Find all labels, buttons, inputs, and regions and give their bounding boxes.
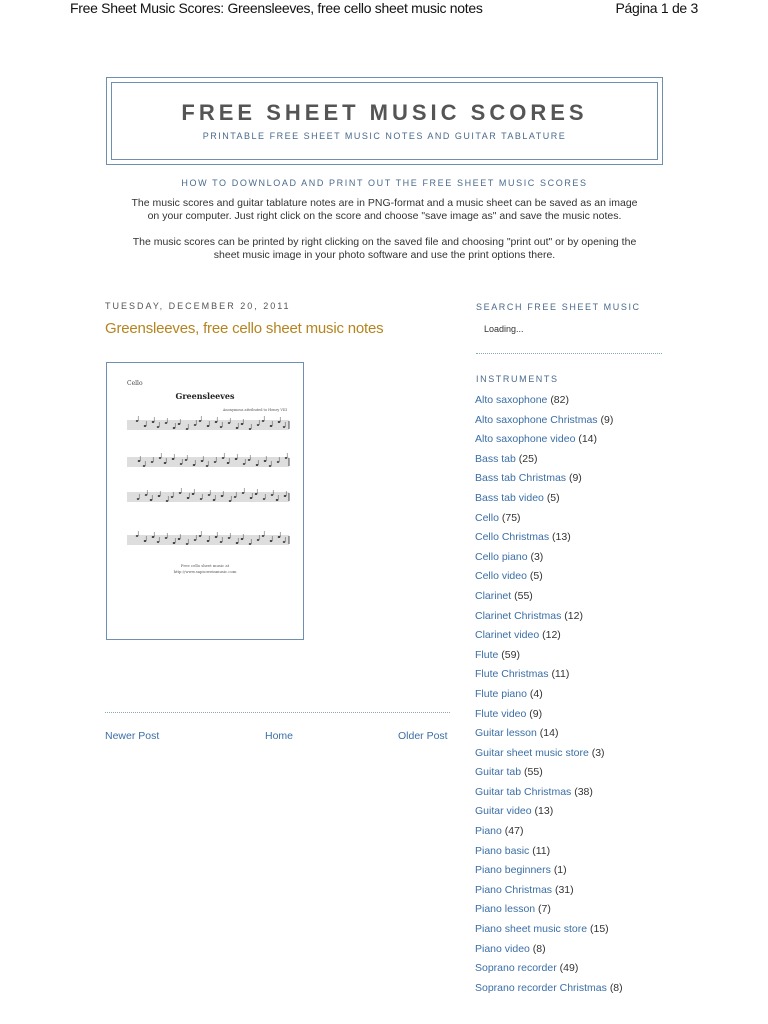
- instrument-label-link[interactable]: Soprano recorder Christmas: [475, 981, 607, 994]
- howto-p1-line1: The music scores and guitar tablature notes are in PNG-format and a music sheet can be saved as an image: [131, 197, 638, 209]
- note-head: [144, 540, 147, 542]
- instrument-label-link[interactable]: Piano lesson: [475, 903, 536, 916]
- instrument-label-count: (59): [501, 648, 520, 661]
- note-head: [157, 541, 160, 543]
- note-head: [277, 461, 280, 463]
- instrument-label-item: [475, 900, 623, 920]
- note-head: [248, 459, 251, 461]
- instrument-label-count: (9): [568, 472, 582, 485]
- note-head: [220, 541, 223, 543]
- howto-paragraph-2: [106, 236, 663, 262]
- note-head: [194, 539, 197, 541]
- note-head: [186, 428, 189, 430]
- post-date: TUESDAY, DECEMBER 20, 2011: [105, 301, 291, 311]
- sidebar-divider: [476, 353, 662, 354]
- note-head: [180, 463, 183, 465]
- instrument-label-item: [475, 979, 623, 999]
- note-head: [256, 464, 259, 466]
- instrument-label-count: (12): [542, 629, 561, 642]
- instrument-label-item: [475, 489, 623, 509]
- note-head: [229, 500, 232, 502]
- sheet-credit: Anonymous attributed to Henry VIII: [222, 408, 287, 412]
- note-head: [250, 497, 253, 499]
- print-page-number: Página 1 de 3: [615, 0, 698, 16]
- sheet-footer-line2: http://www.sapsoweinmusic.com: [173, 569, 237, 574]
- note-head: [207, 425, 210, 427]
- note-head: [206, 465, 209, 467]
- howto-p2-line2: sheet music image in your photo software and use the print options there.: [213, 249, 556, 261]
- instrument-label-item: [475, 881, 623, 901]
- older-post-link[interactable]: Older Post: [398, 730, 448, 742]
- instrument-label-count: (55): [514, 589, 533, 602]
- howto-paragraph-1: [106, 197, 663, 223]
- note-head: [234, 496, 237, 498]
- post-footer-divider: [105, 712, 450, 713]
- note-head: [150, 499, 153, 501]
- note-head: [285, 457, 288, 459]
- instrument-label-count: (8): [609, 981, 623, 994]
- note-head: [192, 493, 195, 495]
- sheet-instrument-label: Cello: [127, 380, 143, 387]
- note-head: [178, 423, 181, 425]
- note-head: [235, 458, 238, 460]
- instrument-label-item: [475, 607, 623, 627]
- instrument-label-count: (7): [538, 903, 551, 916]
- note-head: [207, 540, 210, 542]
- instrument-label-link[interactable]: Clarinet Christmas: [475, 609, 562, 622]
- note-head: [257, 424, 260, 426]
- instrument-label-count: (3): [530, 550, 544, 563]
- home-link[interactable]: Home: [265, 730, 294, 742]
- note-head: [179, 492, 182, 494]
- instrument-label-count: (11): [532, 844, 551, 857]
- note-head: [255, 493, 258, 495]
- instrument-label-count: (3): [591, 746, 605, 759]
- instrument-label-count: (13): [534, 805, 554, 818]
- note-head: [208, 494, 211, 496]
- instrument-label-link[interactable]: Flute: [475, 648, 499, 661]
- note-head: [157, 426, 160, 428]
- site-title[interactable]: FREE SHEET MUSIC SCORES: [181, 100, 588, 125]
- instrument-label-item: [475, 920, 623, 940]
- howto-p2-line1: The music scores can be printed by right clicking on the saved file and choosing "print out" or by opening the: [132, 236, 637, 248]
- instrument-label-link[interactable]: Alto saxophone video: [475, 433, 576, 446]
- print-header-title: Free Sheet Music Scores: Greensleeves, free cello sheet music notes: [70, 0, 483, 16]
- note-head: [236, 542, 239, 544]
- note-head: [221, 495, 224, 497]
- instrument-label-item: [475, 685, 623, 705]
- instrument-label-item: [475, 626, 623, 646]
- note-head: [215, 536, 218, 538]
- instrument-label-link[interactable]: Bass tab Christmas: [475, 472, 567, 485]
- instrument-label-link[interactable]: Flute Christmas: [475, 668, 549, 681]
- note-head: [220, 426, 223, 428]
- instrument-label-item: [475, 587, 623, 607]
- instrument-label-count: (75): [501, 511, 521, 524]
- note-head: [270, 425, 273, 427]
- note-head: [262, 420, 265, 422]
- instrument-label-item: [475, 705, 623, 725]
- instrument-label-item: [475, 411, 623, 431]
- instrument-label-item: [475, 430, 623, 450]
- instrument-label-count: (25): [518, 452, 538, 465]
- instrument-label-count: (8): [532, 942, 546, 955]
- sheet-music-score: [107, 363, 303, 639]
- note-head: [236, 427, 239, 429]
- note-head: [276, 499, 279, 501]
- note-head: [264, 460, 267, 462]
- instrument-label-item: [475, 724, 623, 744]
- instrument-label-count: (82): [550, 394, 569, 406]
- note-head: [222, 457, 225, 459]
- howto-heading: HOW TO DOWNLOAD AND PRINT OUT THE FREE SHEET MUSIC SCORES: [181, 178, 588, 188]
- instrument-label-item: [475, 744, 623, 764]
- instruments-widget-title: INSTRUMENTS: [476, 374, 559, 384]
- note-head: [278, 421, 281, 423]
- instrument-label-link[interactable]: Bass tab video: [475, 491, 544, 504]
- print-header: [70, 0, 698, 20]
- instrument-label-link[interactable]: Clarinet video: [475, 629, 540, 642]
- note-head: [145, 494, 148, 496]
- instrument-label-link[interactable]: Guitar sheet music store: [475, 746, 589, 759]
- note-head: [171, 496, 174, 498]
- search-widget-title: SEARCH FREE SHEET MUSIC: [476, 302, 641, 312]
- note-head: [271, 494, 274, 496]
- instrument-label-item: [475, 959, 623, 979]
- instrument-label-link[interactable]: Guitar video: [475, 805, 532, 818]
- instrument-label-link[interactable]: Piano basic: [475, 844, 530, 857]
- instrument-label-item: [475, 665, 623, 685]
- instrument-label-item: [475, 548, 623, 568]
- note-head: [228, 422, 231, 424]
- note-head: [241, 423, 244, 425]
- note-head: [228, 537, 231, 539]
- search-loading-text: Loading...: [484, 324, 524, 334]
- site-header: [106, 77, 663, 165]
- note-head: [158, 495, 161, 497]
- note-head: [227, 462, 230, 464]
- note-head: [138, 460, 141, 462]
- post-title[interactable]: Greensleeves, free cello sheet music notes: [105, 320, 384, 337]
- note-head: [144, 425, 147, 427]
- note-head: [243, 463, 246, 465]
- note-head: [137, 498, 140, 500]
- instrument-label-count: (9): [600, 413, 614, 426]
- note-head: [165, 537, 168, 539]
- instrument-label-link[interactable]: Flute piano: [475, 687, 527, 700]
- instrument-label-count: (11): [551, 668, 570, 681]
- note-head: [262, 535, 265, 537]
- note-head: [178, 538, 181, 540]
- note-head: [213, 499, 216, 501]
- howto-p1-line2: on your computer. Just right click on the score and choose "save image as" and save the music notes.: [147, 210, 622, 222]
- note-head: [172, 458, 175, 460]
- instrument-label-count: (15): [589, 923, 609, 936]
- instrument-label-link[interactable]: Flute video: [475, 707, 527, 720]
- instrument-label-link[interactable]: Piano beginners: [475, 864, 551, 877]
- instrument-label-item: [475, 450, 623, 470]
- instrument-label-item: [475, 391, 623, 411]
- note-head: [249, 543, 252, 545]
- note-head: [165, 422, 168, 424]
- note-head: [166, 500, 169, 502]
- instrument-label-item: [475, 861, 623, 881]
- instrument-label-link[interactable]: Soprano recorder: [475, 962, 557, 975]
- sheet-music-image[interactable]: [106, 362, 304, 640]
- instrument-label-link[interactable]: Piano video: [475, 942, 530, 955]
- site-header-inner: [111, 82, 658, 160]
- instrument-label-item: [475, 763, 623, 783]
- instrument-label-link[interactable]: Cello: [475, 511, 499, 524]
- note-head: [242, 492, 245, 494]
- instrument-label-link[interactable]: Guitar tab: [475, 766, 522, 779]
- note-head: [269, 465, 272, 467]
- note-head: [201, 460, 204, 462]
- note-head: [199, 420, 202, 422]
- note-head: [136, 535, 139, 537]
- instrument-label-link[interactable]: Piano: [475, 825, 502, 838]
- instrument-label-item: [475, 822, 623, 842]
- instrument-label-count: (12): [564, 609, 583, 622]
- newer-post-link[interactable]: Newer Post: [105, 730, 160, 742]
- note-head: [164, 462, 167, 464]
- site-description: PRINTABLE FREE SHEET MUSIC NOTES AND GUITAR TABLATURE: [202, 131, 567, 141]
- instrument-label-item: [475, 509, 623, 529]
- instrument-label-item: [475, 567, 623, 587]
- instrument-label-link[interactable]: Clarinet: [475, 589, 512, 602]
- instrument-label-item: [475, 528, 623, 548]
- note-head: [159, 457, 162, 459]
- instrument-label-count: (31): [554, 883, 574, 896]
- note-head: [194, 424, 197, 426]
- instrument-label-count: (49): [559, 962, 579, 975]
- note-head: [152, 421, 155, 423]
- sheet-staves: [127, 416, 289, 545]
- note-head: [214, 461, 217, 463]
- instrument-label-link[interactable]: Cello Christmas: [475, 531, 550, 544]
- instrument-label-item: [475, 802, 623, 822]
- instrument-label-count: (13): [552, 531, 571, 544]
- instrument-label-count: (5): [529, 570, 543, 583]
- instrument-label-list: [475, 391, 623, 998]
- note-head: [241, 538, 244, 540]
- note-head: [185, 459, 188, 461]
- instrument-label-item: [475, 940, 623, 960]
- instrument-label-link[interactable]: Cello piano: [475, 550, 528, 563]
- note-head: [173, 542, 176, 544]
- instrument-label-count: (4): [529, 687, 543, 700]
- instrument-label-link[interactable]: Cello video: [475, 570, 527, 583]
- note-head: [270, 540, 273, 542]
- sheet-footer-line1: Free cello sheet music at: [180, 563, 230, 568]
- note-head: [136, 420, 139, 422]
- note-head: [283, 426, 286, 428]
- instrument-label-count: (14): [578, 433, 598, 446]
- note-head: [263, 498, 266, 500]
- instrument-label-count: (1): [553, 864, 567, 877]
- instrument-label-link[interactable]: Piano Christmas: [475, 883, 553, 896]
- sheet-title: Greensleeves: [175, 391, 235, 401]
- instrument-label-link[interactable]: Guitar lesson: [475, 727, 537, 740]
- instrument-label-count: (38): [574, 785, 593, 798]
- note-head: [249, 428, 252, 430]
- instrument-label-link[interactable]: Guitar tab Christmas: [475, 785, 572, 798]
- note-head: [173, 427, 176, 429]
- instrument-label-item: [475, 842, 623, 862]
- instrument-label-count: (5): [546, 491, 560, 504]
- instrument-label-item: [475, 783, 623, 803]
- note-head: [152, 536, 155, 538]
- note-head: [193, 464, 196, 466]
- note-head: [151, 461, 154, 463]
- instrument-label-link[interactable]: Alto saxophone: [475, 394, 548, 406]
- note-head: [284, 495, 287, 497]
- note-head: [215, 421, 218, 423]
- instrument-label-count: (9): [529, 707, 543, 720]
- note-head: [200, 498, 203, 500]
- instrument-label-item: [475, 469, 623, 489]
- instrument-label-count: (47): [504, 825, 524, 838]
- note-head: [143, 465, 146, 467]
- note-head: [186, 543, 189, 545]
- instrument-label-count: (14): [539, 727, 559, 740]
- instrument-label-link[interactable]: Bass tab: [475, 452, 516, 465]
- note-head: [278, 536, 281, 538]
- note-head: [283, 541, 286, 543]
- instrument-label-count: (55): [524, 766, 543, 779]
- instrument-label-item: [475, 646, 623, 666]
- note-head: [199, 535, 202, 537]
- note-head: [257, 539, 260, 541]
- instrument-label-link[interactable]: Piano sheet music store: [475, 923, 588, 936]
- instrument-label-link[interactable]: Alto saxophone Christmas: [475, 413, 598, 426]
- note-head: [187, 497, 190, 499]
